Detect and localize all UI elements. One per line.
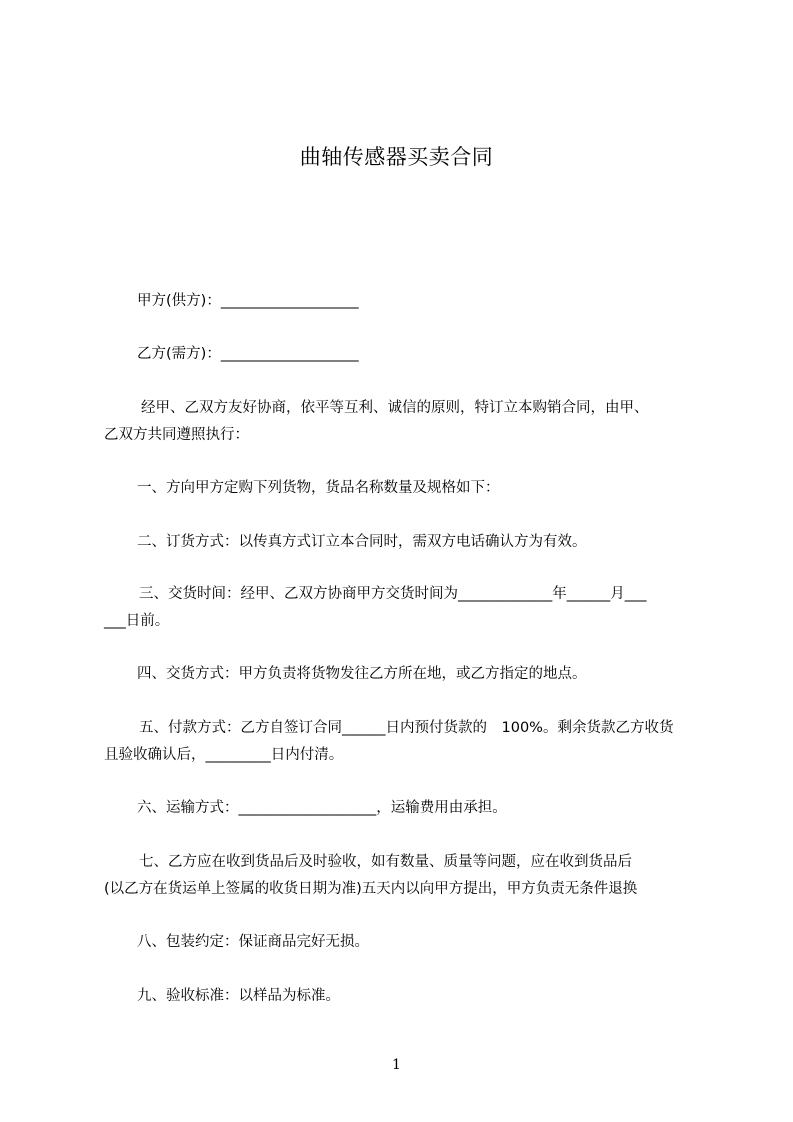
intro-line-2: 乙双方共同遵照执行： [104,427,249,443]
clause-3-line-2: ___日前。 [104,613,170,629]
clause-7-line-1: 七、乙方应在收到货品后及时验收，如有数量、质量等问题，应在收到货品后 [139,854,632,870]
clause-1: 一、方向甲方定购下列货物，货品名称数量及规格如下： [137,480,500,496]
clause-4: 四、交货方式：甲方负责将货物发往乙方所在地，或乙方指定的地点。 [137,666,587,682]
party-b-line: 乙方(需方)：___________________ [137,346,359,362]
clause-3-line-1: 三、交货时间：经甲、乙双方协商甲方交货时间为_____________年______月___ [139,586,647,602]
party-a-line: 甲方(供方)：___________________ [137,293,359,309]
intro-line-1: 经甲、乙双方友好协商，依平等互利、诚信的原则，特订立本购销合同，由甲、 [141,400,649,416]
clause-9: 九、验收标准：以样品为标准。 [137,988,340,1004]
clause-7-line-2: (以乙方在货运单上签属的收货日期为准)五天内以向甲方提出，甲方负责无条件退换 [104,881,638,897]
clause-8: 八、包装约定：保证商品完好无损。 [137,934,369,950]
clause-5-line-2: 且验收确认后，_________日内付清。 [104,747,344,763]
document-title: 曲轴传感器买卖合同 [299,145,494,169]
clause-6: 六、运输方式：___________________，运输费用由承担。 [137,800,507,816]
clause-5-line-1: 五、付款方式：乙方自签订合同______日内预付货款的 100%。剩余货款乙方收货 [139,720,674,736]
page-number: 1 [392,1057,401,1073]
clause-2: 二、订货方式：以传真方式订立本合同时，需双方电话确认方为有效。 [137,534,587,550]
